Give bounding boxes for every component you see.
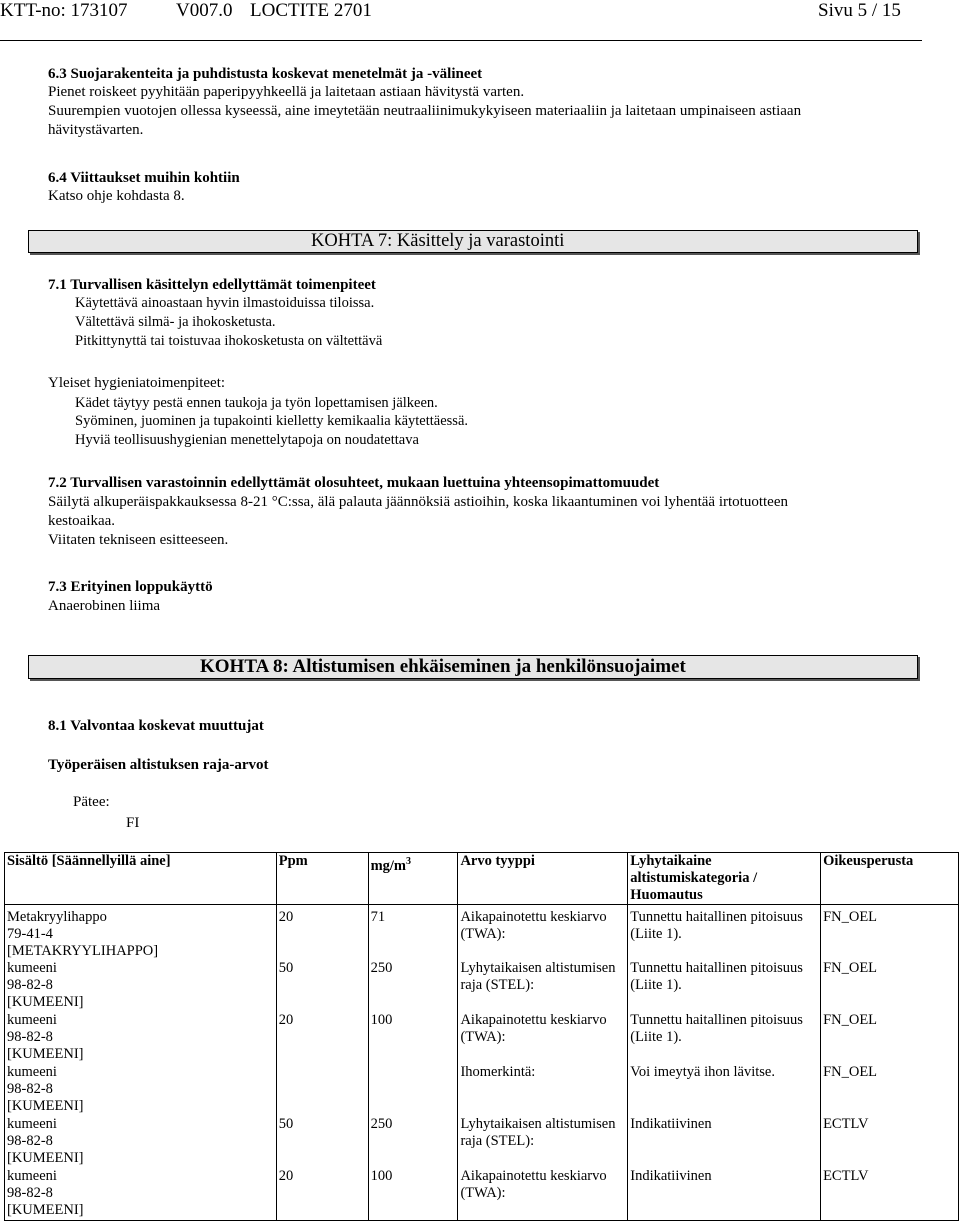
table-row [5,960,959,1012]
category-line: Tunnettu haitallinen pitoisuus [630,1012,803,1028]
section-6-3-title: 6.3 Suojarakenteita ja puhdistusta koskevat menetelmät ja -välineet [48,66,483,82]
value-type-line: (TWA): [460,926,506,942]
cell-category [628,1012,821,1064]
cell-ppm: 20 [276,905,368,961]
col-header-value-type: Arvo tyyppi [458,853,628,905]
substance-cas: 98-82-8 [7,1081,53,1097]
substance-cas: 98-82-8 [7,977,53,993]
section-7-1-line: Pitkittynyttä tai toistuvaa ihokosketusta on vältettävä [75,333,383,349]
header-divider [0,40,922,41]
table-row [5,1064,959,1116]
cell-legal-basis: FN_OEL [821,1064,959,1116]
cell-substance [5,1168,277,1221]
category-line: Indikatiivinen [630,1168,712,1184]
oel-table [4,852,959,1221]
substance-name: kumeeni [7,1116,57,1132]
substance-name: kumeeni [7,1064,57,1080]
section-7-2-line: Säilytä alkuperäispakkauksessa 8-21 °C:ssa, älä palauta jäännöksiä astioihin, koska likaantuminen voi lyhentää irtotuotteen [48,494,788,510]
cell-value-type [458,1012,628,1064]
document-id: KTT-no: 173107 [0,0,128,21]
col-header-substance: Sisältö [Säännellyillä aine] [5,853,277,905]
page-number: Sivu 5 / 15 [818,0,901,21]
section-7-1-line: Vältettävä silmä- ja ihokosketusta. [75,314,276,330]
cell-category [628,1116,821,1168]
cell-substance [5,1012,277,1064]
cell-value-type [458,1168,628,1221]
hygiene-title: Yleiset hygieniatoimenpiteet: [48,375,226,391]
col-header-mgm3-label: mg/m [370,857,406,874]
cell-substance [5,1064,277,1116]
cell-value-type [458,905,628,961]
section-6-3-line: Pienet roiskeet pyyhitään paperipyyhkeellä ja laitetaan astiaan hävitystä varten. [48,84,525,100]
section-7-1-title: 7.1 Turvallisen käsittelyn edellyttämät toimenpiteet [48,277,376,293]
substance-name: kumeeni [7,1012,57,1028]
hygiene-line: Hyviä teollisuushygienian menettelytapoja on noudatettava [75,432,419,448]
cell-value-type [458,960,628,1012]
value-type-line: Lyhytaikaisen altistumisen [460,1116,616,1132]
substance-name: kumeeni [7,1168,57,1184]
cell-substance [5,905,277,961]
applies-label: Pätee: [73,794,110,810]
section-6-3-line: Suurempien vuotojen ollessa kyseessä, aine imeytetään neutraaliinimukykyiseen materiaaliin ja laitetaan umpinaiseen astiaan [48,103,802,119]
table-header-row [5,853,959,905]
cell-ppm: 50 [276,1116,368,1168]
cell-legal-basis: FN_OEL [821,905,959,961]
category-line: (Liite 1). [630,926,682,942]
section-6-3-line: hävitystävarten. [48,122,144,138]
table-row [5,1012,959,1064]
section-7-1-line: Käytettävä ainoastaan hyvin ilmastoiduissa tiloissa. [75,295,375,311]
oel-subtitle: Työperäisen altistuksen raja-arvot [48,757,269,773]
cell-legal-basis: FN_OEL [821,960,959,1012]
substance-reg-name: [KUMEENI] [7,1150,84,1166]
substance-cas: 79-41-4 [7,926,53,942]
table-row [5,905,959,961]
section-7-banner [28,230,918,253]
cell-mgm3: 250 [368,960,458,1012]
cell-category [628,960,821,1012]
col-header-category-line: altistumiskategoria / [630,870,758,886]
col-header-category [628,853,821,905]
col-header-mgm3-sup: 3 [406,856,411,867]
cell-mgm3 [368,1064,458,1116]
category-line: (Liite 1). [630,977,682,993]
applies-country: FI [126,815,140,831]
table-row [5,1116,959,1168]
section-7-3-text: Anaerobinen liima [48,598,161,614]
value-type-line: Ihomerkintä: [460,1064,536,1080]
value-type-line: raja (STEL): [460,1133,535,1149]
col-header-category-line: Lyhytaikaine [630,853,712,869]
value-type-line: raja (STEL): [460,977,535,993]
category-line: (Liite 1). [630,1029,682,1045]
substance-reg-name: [KUMEENI] [7,994,84,1010]
col-header-ppm: Ppm [276,853,368,905]
section-8-banner [28,655,918,679]
cell-ppm: 20 [276,1168,368,1221]
section-8-1-title: 8.1 Valvontaa koskevat muuttujat [48,718,264,734]
table-row [5,1168,959,1221]
col-header-mgm3 [368,853,458,905]
section-7-3-title: 7.3 Erityinen loppukäyttö [48,579,213,595]
cell-value-type [458,1116,628,1168]
section-7-2-line: kestoaikaa. [48,513,116,529]
substance-reg-name: [KUMEENI] [7,1202,84,1218]
cell-mgm3: 100 [368,1168,458,1221]
hygiene-line: Syöminen, juominen ja tupakointi kielletty kemikaalia käytettäessä. [75,413,469,429]
substance-reg-name: [METAKRYYLIHAPPO] [7,943,159,959]
substance-cas: 98-82-8 [7,1185,53,1201]
cell-substance [5,1116,277,1168]
value-type-line: (TWA): [460,1185,506,1201]
cell-category [628,905,821,961]
cell-value-type [458,1064,628,1116]
section-7-2-line: Viitaten tekniseen esitteeseen. [48,532,229,548]
section-8-title: KOHTA 8: Altistumisen ehkäiseminen ja henkilönsuojaimet [200,656,686,677]
cell-mgm3: 71 [368,905,458,961]
cell-mgm3: 250 [368,1116,458,1168]
substance-cas: 98-82-8 [7,1133,53,1149]
substance-name: Metakryylihappo [7,909,107,925]
hygiene-line: Kädet täytyy pestä ennen taukoja ja työn lopettamisen jälkeen. [75,395,438,411]
value-type-line: (TWA): [460,1029,506,1045]
col-header-category-line: Huomautus [630,887,703,903]
substance-reg-name: [KUMEENI] [7,1046,84,1062]
value-type-line: Aikapainotettu keskiarvo [460,909,607,925]
substance-name: kumeeni [7,960,57,976]
substance-cas: 98-82-8 [7,1029,53,1045]
document-version: V007.0 [176,0,233,21]
category-line: Voi imeytyä ihon lävitse. [630,1064,775,1080]
section-6-4-text: Katso ohje kohdasta 8. [48,188,185,204]
cell-ppm: 50 [276,960,368,1012]
cell-substance [5,960,277,1012]
section-7-2-title: 7.2 Turvallisen varastoinnin edellyttämät olosuhteet, mukaan luettuina yhteensopimattomuudet [48,475,660,491]
value-type-line: Lyhytaikaisen altistumisen [460,960,616,976]
category-line: Tunnettu haitallinen pitoisuus [630,909,803,925]
cell-mgm3: 100 [368,1012,458,1064]
value-type-line: Aikapainotettu keskiarvo [460,1168,607,1184]
cell-category [628,1064,821,1116]
section-7-title: KOHTA 7: Käsittely ja varastointi [311,231,565,251]
cell-category [628,1168,821,1221]
category-line: Tunnettu haitallinen pitoisuus [630,960,803,976]
cell-ppm: 20 [276,1012,368,1064]
category-line: Indikatiivinen [630,1116,712,1132]
col-header-legal-basis: Oikeusperusta [821,853,959,905]
value-type-line: Aikapainotettu keskiarvo [460,1012,607,1028]
cell-legal-basis: FN_OEL [821,1012,959,1064]
section-6-4-title: 6.4 Viittaukset muihin kohtiin [48,170,240,186]
cell-legal-basis: ECTLV [821,1116,959,1168]
oel-table-body [5,905,959,1221]
cell-ppm [276,1064,368,1116]
product-name: LOCTITE 2701 [250,0,372,21]
substance-reg-name: [KUMEENI] [7,1098,84,1114]
cell-legal-basis: ECTLV [821,1168,959,1221]
